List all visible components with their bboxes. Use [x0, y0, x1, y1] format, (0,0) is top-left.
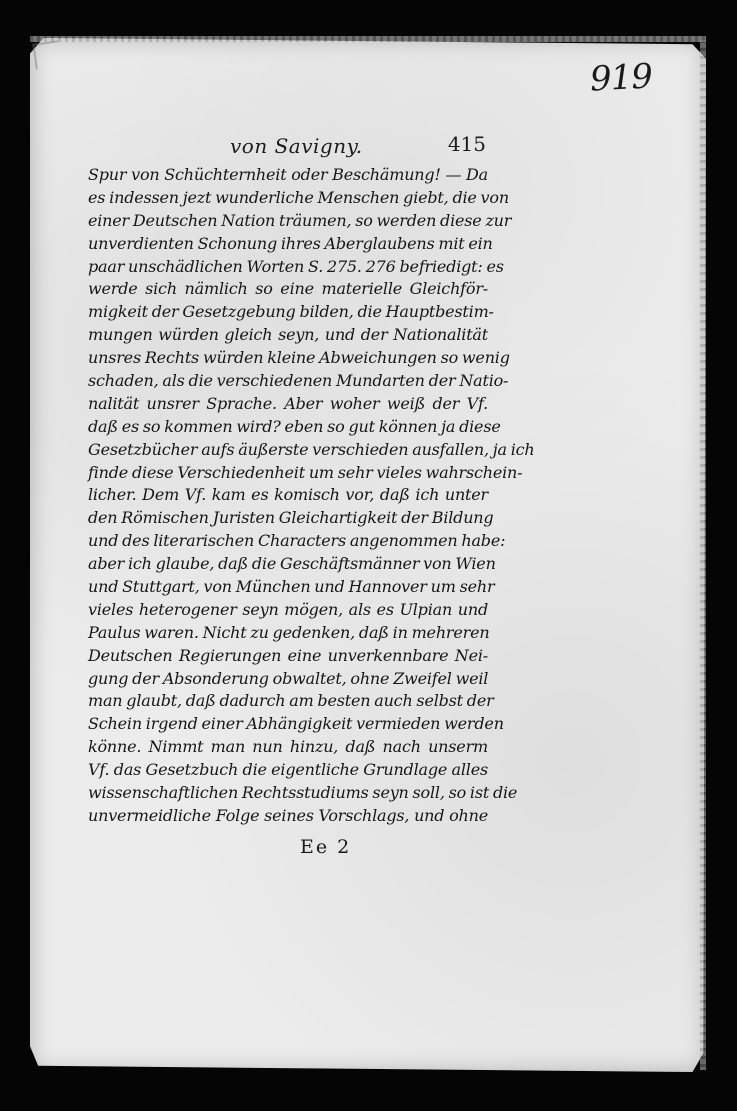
text-line: Vf. das Gesetzbuch die eigentliche Grundlage alles	[88, 760, 488, 780]
text-line: Paulus waren. Nicht zu gedenken, daß in mehreren	[88, 622, 490, 642]
text-line: paar unschädlichen Worten S. 275. 276 befriedigt: es	[88, 256, 504, 276]
text-line: gung der Absonderung obwaltet, ohne Zweifel weil	[88, 668, 489, 688]
text-line: man glaubt, daß dadurch am besten auch selbst der	[88, 691, 494, 711]
text-line: wissenschaftlichen Rechtsstudiums seyn soll, so ist die	[88, 783, 518, 803]
text-line: Schein irgend einer Abhängigkeit vermieden werden	[88, 714, 504, 734]
text-line: nalität unsrer Sprache. Aber woher weiß der Vf.	[88, 393, 488, 413]
text-line: migkeit der Gesetzgebung bilden, die Hauptbestim-	[88, 302, 494, 322]
text-line: finde diese Verschiedenheit um sehr vieles wahrschein-	[88, 462, 523, 482]
text-line: schaden, als die verschiedenen Mundarten der Natio-	[88, 371, 509, 391]
text-line: mungen würden gleich seyn, und der Nationalität	[88, 325, 488, 345]
text-line: Deutschen Regierungen eine unverkennbare Nei-	[88, 645, 488, 665]
page-top-edge	[30, 36, 706, 42]
corner-fold-mark	[32, 40, 61, 69]
text-line: aber ich glaube, daß die Geschäftsmänner von Wien	[88, 554, 496, 574]
text-line: vieles heterogener seyn mögen, als es Ulpian und	[88, 599, 488, 619]
text-line: unsres Rechts würden kleine Abweichungen so wenig	[88, 348, 510, 368]
text-line: werde sich nämlich so eine materielle Gleichför-	[88, 279, 488, 299]
text-line: könne. Nimmt man nun hinzu, daß nach unserm	[88, 737, 488, 757]
text-line: Spur von Schüchternheit oder Beschämung! — Da	[88, 165, 488, 184]
text-line: und Stuttgart, von München und Hannover um sehr	[88, 577, 495, 597]
text-line: unvermeidliche Folge seines Vorschlags, und ohne	[88, 805, 488, 825]
text-line: und des literarischen Characters angenommen habe:	[88, 531, 506, 551]
text-line: unverdienten Schonung ihres Aberglaubens mit ein	[88, 233, 493, 253]
page-right-edge	[700, 40, 706, 1070]
page-header	[90, 130, 486, 166]
text-line: einer Deutschen Nation träumen, so werden diese zur	[88, 210, 512, 230]
text-line: Gesetzbücher aufs äußerste verschieden ausfallen, ja ich	[88, 439, 535, 459]
text-line: es indessen jezt wunderliche Menschen giebt, die von	[88, 187, 509, 207]
text-line: licher. Dem Vf. kam es komisch vor, daß ich unter	[88, 485, 488, 505]
handwritten-shelf-mark: 919	[588, 56, 653, 100]
body-text	[88, 164, 535, 828]
signature-mark: Ee 2	[300, 836, 352, 858]
running-head: von Savigny.	[230, 134, 363, 158]
page-number: 415	[447, 132, 486, 156]
text-line: den Römischen Juristen Gleichartigkeit der Bildung	[88, 508, 494, 528]
text-line: daß es so kommen wird? eben so gut können ja diese	[88, 416, 501, 436]
